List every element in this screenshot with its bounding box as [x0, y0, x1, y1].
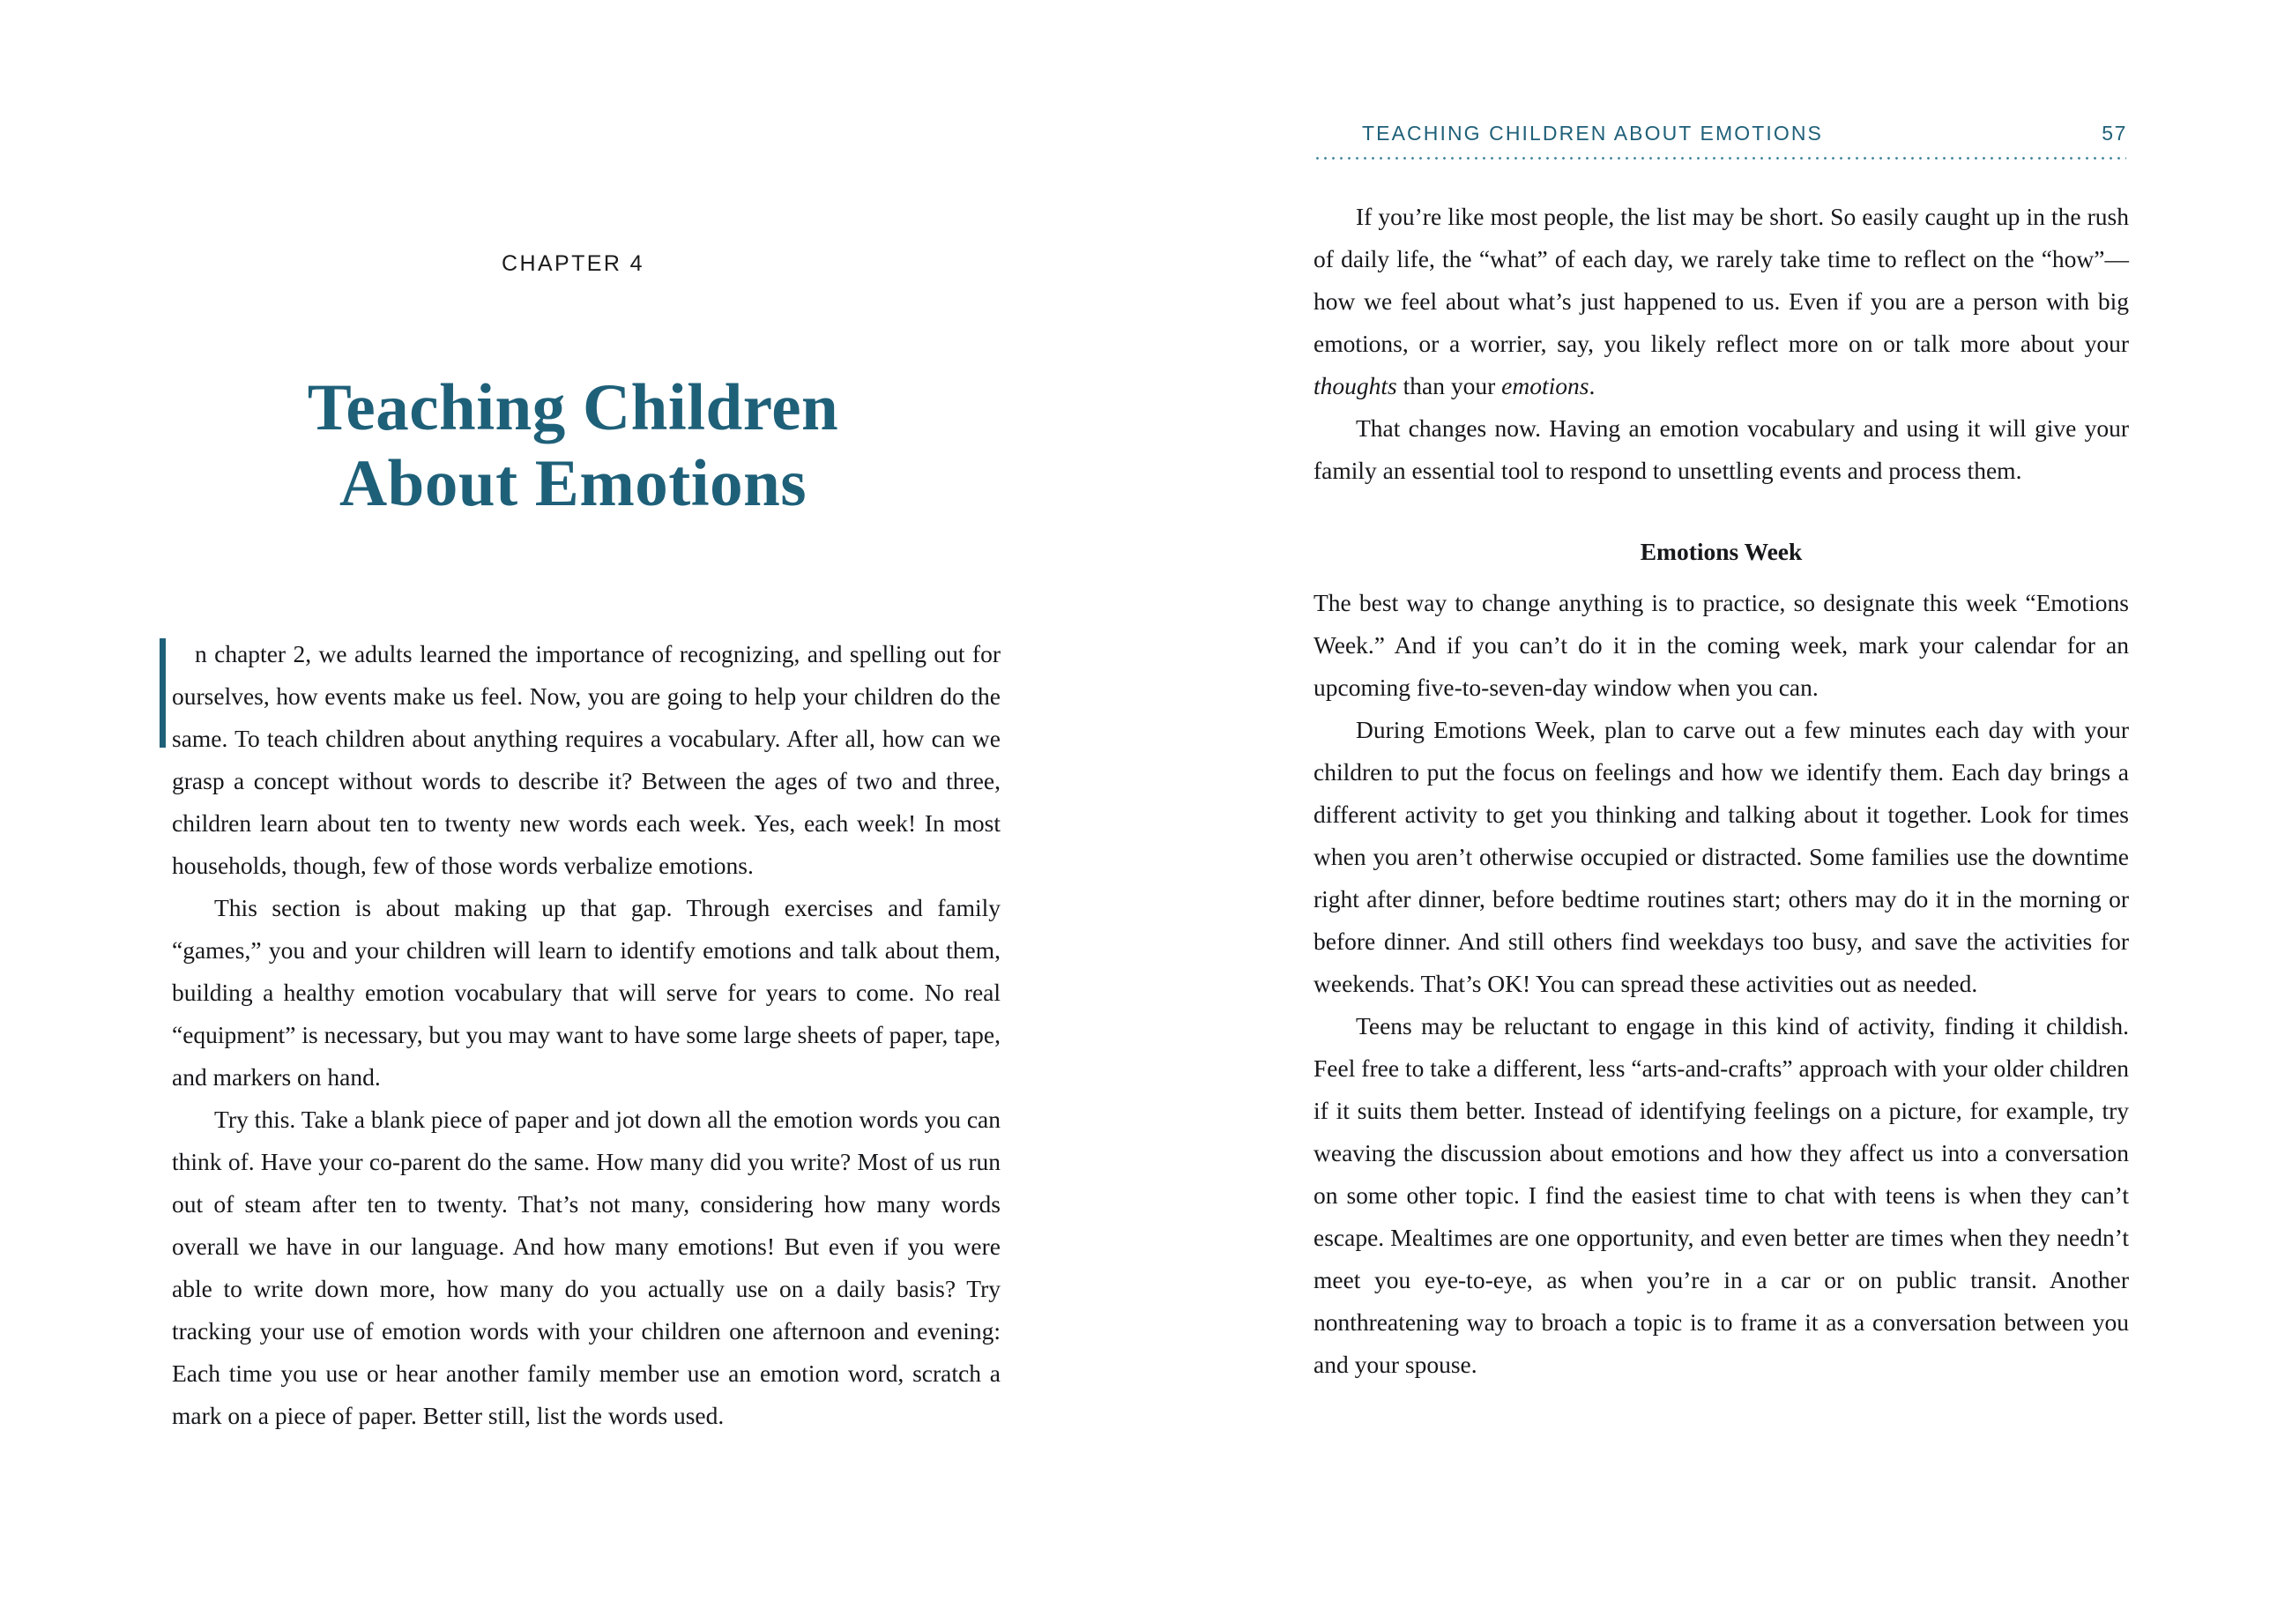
body-paragraph: The best way to change anything is to practice, so designate this week “Emotions Week.” And if you can’t do it in the coming week, mark your calendar for an upcoming five-to-seven-day window when you can. — [1313, 589, 2129, 701]
drop-cap-rule — [160, 638, 166, 748]
body-paragraph: This section is about making up that gap. Through exercises and family “games,” you and your children will learn to identify emotions and talk about them, building a healthy emotion vocabulary that will serve for years to come. No real “equipment” is necessary, but you may want to have some large sheets of paper, tape, and markers on hand. — [172, 894, 1001, 1091]
body-paragraph: Try this. Take a blank piece of paper and jot down all the emotion words you can think of. Have your co-parent do the same. How many did you write? Most of us run out of steam after ten to twenty. That’s not many, considering how many words overall we have in our language. And how many emotions! But even if you were able to write down more, how many do you actually use on a daily basis? Try tracking your use of emotion words with your children one afternoon and evening: Each time you use or hear another family member use an emotion word, scratch a mark on a piece of paper. Better still, list the words used. — [172, 1106, 1001, 1429]
body-paragraph: During Emotions Week, plan to carve out a few minutes each day with your children to put the focus on feelings and how we identify them. Each day brings a different activity to get you thinking and talking about it together. Look for times when you aren’t otherwise occupied or distracted. Some families use the downtime right after dinner, before bedtime routines start; others may do it in the morning or before dinner. And still others find weekdays too busy, and save the activities for weekends. That’s OK! You can spread these activities out as needed. — [1313, 716, 2129, 997]
chapter-title-line-1: Teaching Children — [307, 371, 839, 444]
page-title — [0, 370, 1146, 523]
chapter-label: CHAPTER 4 — [502, 251, 644, 276]
right-page-body — [1313, 196, 2129, 1386]
running-head — [1146, 122, 2292, 148]
running-head-title: TEACHING CHILDREN ABOUT EMOTIONS — [1362, 122, 1823, 145]
right-page — [1146, 0, 2292, 1624]
running-head-dotted-rule — [1313, 157, 2126, 160]
chapter-title-line-2: About Emotions — [339, 447, 807, 521]
left-page-body — [172, 633, 1001, 1437]
body-paragraph — [172, 633, 1001, 887]
body-paragraph-text: n chapter 2, we adults learned the importance of recognizing, and spelling out for ourselves, how events make us feel. Now, you are going to help your children do the same. To teach children about anything requires a vocabulary. After all, how can we grasp a concept without words to describe it? Between the ages of two and three, children learn about ten to twenty new words each week. Yes, each week! In most households, though, few of those words verbalize emotions. — [172, 640, 1001, 879]
body-paragraph: If you’re like most people, the list may be short. So easily caught up in the rush of daily life, the “what” of each day, we rarely take time to reflect on the “how”—how we feel about what’s just happened to us. Even if you are a person with big emotions, or a worrier, say, you likely reflect more on or talk more about your thoughts than your emotions. — [1313, 203, 2129, 399]
body-paragraph: That changes now. Having an emotion vocabulary and using it will give your family an essential tool to respond to unsettling events and process them. — [1313, 414, 2129, 484]
section-heading: Emotions Week — [1640, 538, 1803, 565]
body-paragraph: Teens may be reluctant to engage in this kind of activity, finding it childish. Feel free to take a different, less “arts-and-crafts” approach with your older children if it suits them better. Instead of identifying feelings on a picture, for example, try weaving the discussion about emotions and how they affect us into a conversation on some other topic. I find the easiest time to chat with teens is when they can’t escape. Mealtimes are one opportunity, and even better are times when they needn’t meet you eye-to-eye, as when you’re in a car or on public transit. Another nonthreatening way to broach a topic is to frame it as a conversation between you and your spouse. — [1313, 1012, 2129, 1378]
page-number: 57 — [2102, 122, 2127, 145]
